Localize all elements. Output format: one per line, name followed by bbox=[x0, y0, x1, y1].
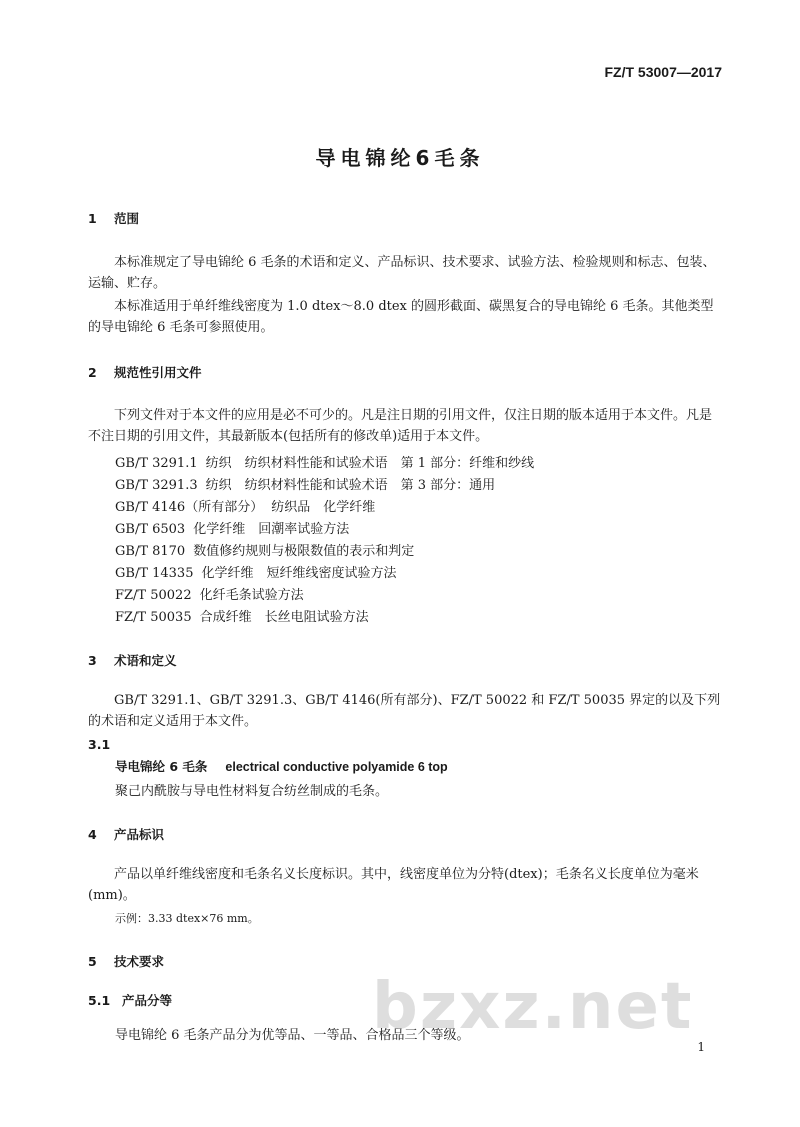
section-number: 2 bbox=[88, 365, 97, 380]
reference-code: GB/T 8170 bbox=[115, 544, 186, 559]
standard-number: FZ/T 53007—2017 bbox=[604, 64, 722, 80]
example-note: 示例：3.33 dtex×76 mm。 bbox=[115, 912, 259, 925]
paragraph: GB/T 3291.1、GB/T 3291.3、GB/T 4146(所有部分)、FZ/T 50022 和 FZ/T 50035 界定的以及下列的术语和定义适用于本文件。 bbox=[88, 693, 721, 729]
reference-code: GB/T 4146（所有部分） bbox=[115, 500, 264, 515]
section-3-heading bbox=[88, 651, 177, 669]
section-title: 技术要求 bbox=[114, 954, 165, 969]
reference-code: FZ/T 50035 bbox=[115, 610, 192, 625]
page-number: 1 bbox=[697, 1040, 705, 1054]
subsection-5-1-heading bbox=[88, 991, 172, 1009]
section-1-heading bbox=[88, 209, 139, 227]
term-chinese: 导电锦纶 6 毛条 bbox=[115, 759, 208, 774]
section-number: 5 bbox=[88, 954, 97, 969]
term-definition: 聚己内酰胺与导电性材料复合纺丝制成的毛条。 bbox=[115, 784, 389, 799]
reference-code: GB/T 3291.1 bbox=[115, 456, 198, 471]
section-number: 1 bbox=[88, 211, 97, 226]
reference-title: 化学纤维 短纤维线密度试验方法 bbox=[201, 566, 397, 581]
section-title: 产品标识 bbox=[114, 827, 165, 842]
reference-item bbox=[115, 474, 495, 493]
reference-item bbox=[115, 562, 397, 581]
reference-title: 纺织 纺织材料性能和试验术语 第 1 部分：纤维和纱线 bbox=[205, 456, 535, 471]
reference-item bbox=[115, 540, 414, 559]
reference-item bbox=[115, 584, 304, 603]
paragraph: 本标准适用于单纤维线密度为 1.0 dtex～8.0 dtex 的圆形截面、碳黑复合的导电锦纶 6 毛条。其他类型的导电锦纶 6 毛条可参照使用。 bbox=[88, 299, 714, 335]
watermark: bzxz.net bbox=[372, 970, 694, 1044]
reference-title: 化纤毛条试验方法 bbox=[199, 588, 304, 603]
reference-item bbox=[115, 606, 369, 625]
document-title: 导电锦纶6毛条 bbox=[315, 146, 485, 170]
section-5-heading bbox=[88, 952, 164, 970]
reference-title: 数值修约规则与极限数值的表示和判定 bbox=[193, 544, 415, 559]
reference-code: GB/T 6503 bbox=[115, 522, 186, 537]
reference-item bbox=[115, 518, 349, 537]
section-number: 3 bbox=[88, 653, 97, 668]
reference-title: 化学纤维 回潮率试验方法 bbox=[193, 522, 350, 537]
subsection-number: 3.1 bbox=[88, 737, 111, 752]
reference-code: FZ/T 50022 bbox=[115, 588, 192, 603]
reference-code: GB/T 3291.3 bbox=[115, 478, 198, 493]
reference-title: 纺织 纺织材料性能和试验术语 第 3 部分：通用 bbox=[205, 478, 496, 493]
paragraph: 本标准规定了导电锦纶 6 毛条的术语和定义、产品标识、技术要求、试验方法、检验规则和标志、包装、运输、贮存。 bbox=[88, 255, 716, 291]
section-title: 规范性引用文件 bbox=[114, 365, 202, 380]
section-4-heading bbox=[88, 825, 164, 843]
reference-item bbox=[115, 452, 534, 471]
paragraph: 下列文件对于本文件的应用是必不可少的。凡是注日期的引用文件，仅注日期的版本适用于本文件。凡是不注日期的引用文件，其最新版本(包括所有的修改单)适用于本文件。 bbox=[88, 408, 713, 444]
subsection-number: 5.1 bbox=[88, 993, 111, 1008]
section-title: 术语和定义 bbox=[114, 653, 177, 668]
paragraph: 导电锦纶 6 毛条产品分为优等品、一等品、合格品三个等级。 bbox=[115, 1028, 470, 1043]
reference-item bbox=[115, 496, 375, 515]
subsection-title: 产品分等 bbox=[122, 993, 173, 1008]
term-english: electrical conductive polyamide 6 top bbox=[225, 760, 448, 774]
paragraph: 产品以单纤维线密度和毛条名义长度标识。其中，线密度单位为分特(dtex)；毛条名义长度单位为毫米(mm)。 bbox=[88, 867, 699, 903]
reference-title: 合成纤维 长丝电阻试验方法 bbox=[199, 610, 369, 625]
section-number: 4 bbox=[88, 827, 97, 842]
reference-title: 纺织品 化学纤维 bbox=[271, 500, 376, 515]
term-entry bbox=[115, 757, 448, 775]
reference-code: GB/T 14335 bbox=[115, 566, 194, 581]
section-2-heading bbox=[88, 363, 202, 381]
section-title: 范围 bbox=[114, 211, 140, 226]
